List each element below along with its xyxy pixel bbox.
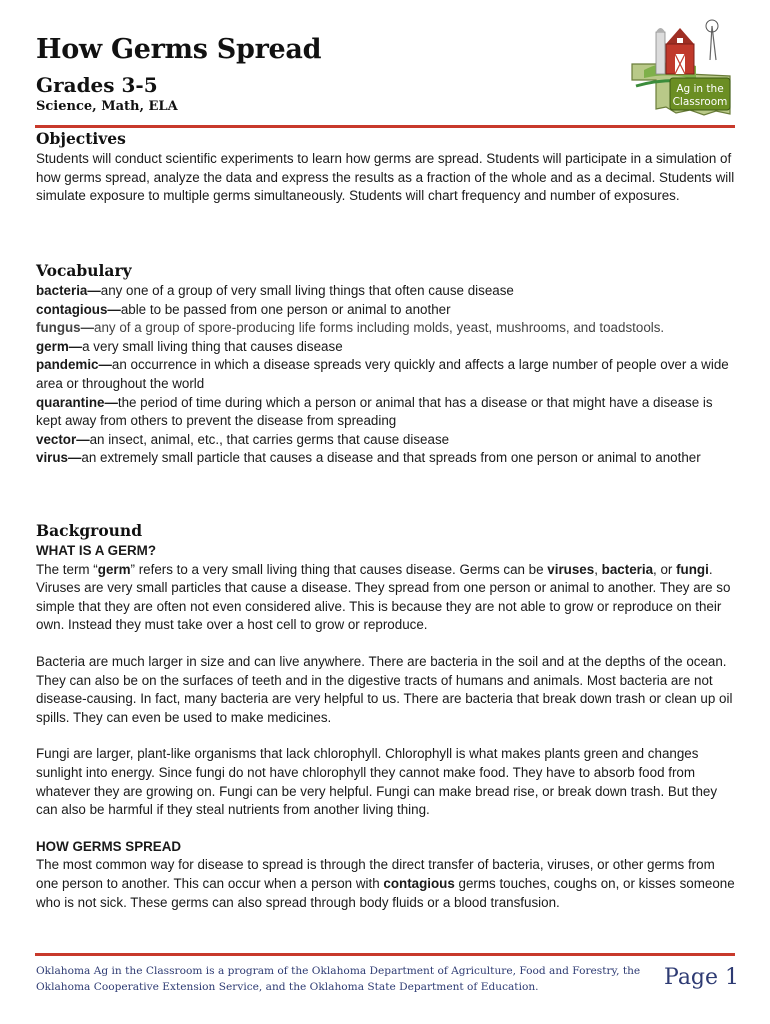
header-divider	[35, 125, 735, 128]
vocab-definition: the period of time during which a person or animal that has a disease or that might have a disease is kept away from others to prevent the disease from spreading	[36, 394, 713, 429]
text-run: The most common way for disease to spread is through the direct transfer of bacteria, viruses, or other germs from one person to another. This can occur when a person with	[36, 857, 715, 891]
page-title: How Germs Spread	[36, 34, 322, 65]
how-germs-spread-subheading: HOW GERMS SPREAD	[36, 838, 182, 854]
vocab-item-bacteria	[36, 282, 736, 301]
bold-term-fungi: fungi	[676, 561, 709, 577]
background-section	[36, 521, 736, 912]
subjects-line: Science, Math, ELA	[36, 99, 178, 114]
bold-term-bacteria: bacteria	[601, 561, 654, 577]
footer-credit	[36, 963, 646, 995]
vocab-item-contagious	[36, 301, 736, 320]
vocab-definition: any of a group of spore-producing life forms including molds, yeast, mushrooms, and toadstools.	[94, 320, 665, 336]
text-run: , or	[653, 561, 677, 577]
text-run: ,	[594, 561, 602, 577]
vocab-definition: an occurrence in which a disease spreads very quickly and affects a large number of people over a wide area or throughout the world	[36, 357, 729, 391]
background-paragraph-2: Bacteria are much larger in size and can live anywhere. There are bacteria in the soil and at the depths of the ocean. They can also be on the surfaces of teeth and in the digestive tracts of humans and animals. Most bacteria are not disease-causing. In fact, many bacteria are very helpful to us. There are bacteria that break down trash or clean up oil spills. They can even be used to make medicines.	[36, 653, 733, 725]
vocab-term: quarantine—	[36, 394, 118, 410]
logo-graphic	[626, 14, 734, 122]
vocab-definition: a very small living thing that causes disease	[82, 338, 343, 354]
vocab-term: fungus—	[36, 320, 95, 336]
text-run: ” refers to a very small living thing that causes disease. Germs can be	[130, 561, 548, 577]
vocab-term: virus—	[36, 450, 82, 466]
vocab-item-fungus	[36, 319, 736, 338]
page-number: Page 1	[664, 965, 740, 990]
vocabulary-heading: Vocabulary	[36, 261, 132, 280]
text-run: The term “	[36, 561, 98, 577]
vocab-term: pandemic—	[36, 357, 112, 373]
vocab-item-pandemic	[36, 356, 736, 393]
vocab-term: germ—	[36, 338, 83, 354]
background-paragraph-4	[36, 856, 736, 912]
vocab-item-vector	[36, 431, 736, 450]
ag-in-the-classroom-logo	[626, 14, 734, 122]
vocab-definition: an extremely small particle that causes a disease and that spreads from one person or animal to another	[81, 450, 701, 466]
bold-term-germ: germ	[97, 561, 131, 577]
background-paragraph-3: Fungi are larger, plant-like organisms that lack chlorophyll. Chlorophyll is what makes plants green and changes sunlight into energy. Since fungi do not have chlorophyll they cannot make food. They have to absorb food from whatever they are growing on. Fungi can be very helpful. Fungi can make bread rise, or break down trash. But they can also be harmful if they steal nutrients from another living thing.	[36, 746, 718, 818]
text-run: germs touches, coughs on, or kisses someone who is not sick. These germs can also spread through body fluids or a blood transfusion.	[36, 875, 735, 910]
objectives-section	[36, 129, 736, 206]
bold-term-contagious: contagious	[383, 875, 455, 891]
footer-line-2: Oklahoma Cooperative Extension Service, and the Oklahoma State Department of Education.	[36, 981, 539, 993]
vocabulary-section	[36, 261, 736, 468]
background-heading: Background	[36, 521, 143, 540]
vocab-term: bacteria—	[36, 283, 101, 298]
vocab-item-quarantine	[36, 394, 736, 431]
vocab-definition: any one of a group of very small living things that often cause disease	[100, 283, 514, 298]
grades-subtitle: Grades 3-5	[36, 73, 158, 97]
logo-text-line1: Ag in the	[676, 83, 724, 95]
objectives-text: Students will conduct scientific experiments to learn how germs are spread. Students will participate in a simulation of how germs spread, analyze the data and express the results as a fraction of the whole and as a decimal. Students will simulate exposure to multiple germs simultaneously. Students will chart frequency and number of exposures.	[36, 151, 735, 204]
what-is-a-germ-subheading: WHAT IS A GERM?	[36, 543, 157, 558]
vocab-term: vector—	[36, 431, 90, 447]
vocab-definition: able to be passed from one person or animal to another	[120, 301, 451, 317]
logo-text-line2: Classroom	[672, 96, 728, 108]
vocab-definition: an insect, animal, etc., that carries germs that cause disease	[89, 431, 450, 447]
footer-line-1: Oklahoma Ag in the Classroom is a program of the Oklahoma Department of Agriculture, Food and Forestry, the	[36, 965, 641, 977]
vocab-term: contagious—	[36, 301, 121, 317]
vocab-item-germ	[36, 338, 736, 357]
background-paragraph-1	[36, 561, 736, 635]
objectives-heading: Objectives	[36, 129, 126, 148]
text-run: . Viruses are very small particles that cause a disease. They spread from one person or animal to another. They are so simple that they are often not even considered alive. This is because they are not able to grow or reproduce on their own. Instead they must take over a host cell to grow or reproduce.	[36, 561, 731, 633]
footer-divider	[35, 953, 735, 956]
vocab-item-virus	[36, 449, 736, 468]
bold-term-viruses: viruses	[547, 561, 595, 577]
